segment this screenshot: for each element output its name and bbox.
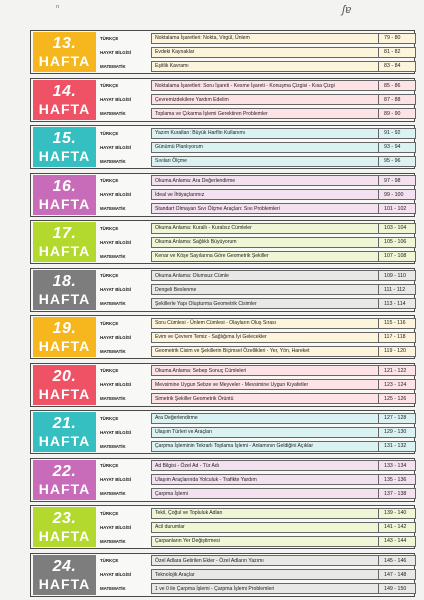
subject-label: HAYAT BİLGİSİ (100, 334, 132, 340)
page-range: 139 - 140 (378, 508, 416, 519)
topic-title: Eşitlik Kavramı (151, 61, 378, 72)
topic-row (98, 283, 416, 297)
week-rows (98, 221, 416, 263)
week-label: HAFTA (38, 53, 91, 69)
subject-label: TÜRKÇE (100, 83, 119, 88)
subject-label: MATEMATİK (100, 491, 126, 496)
topic-title: Teknolojik Araçlar (151, 569, 378, 580)
topic-row (98, 473, 416, 487)
subject-label: HAYAT BİLGİSİ (100, 477, 132, 482)
subject-label: HAYAT BİLGİSİ (100, 524, 132, 530)
subject-label: HAYAT BİLGİSİ (100, 239, 132, 245)
page-range: 87 - 88 (378, 94, 416, 105)
subject-label: HAYAT BİLGİSİ (100, 144, 132, 150)
week-rows (98, 459, 416, 501)
week-block (30, 125, 415, 169)
subject-label: MATEMATİK (100, 158, 126, 164)
topic-title: Çarpanların Yer Değiştirmesi (151, 536, 378, 547)
subject-label: TÜRKÇE (100, 130, 119, 136)
page-range: 95 - 96 (378, 156, 416, 167)
page-range: 101 - 102 (378, 203, 416, 214)
week-block (30, 553, 415, 597)
topic-row (98, 487, 416, 501)
page-range: 145 - 146 (378, 555, 416, 566)
week-number: 16. (52, 177, 77, 195)
topic-row (98, 316, 416, 330)
page-range: 141 - 142 (378, 522, 416, 533)
week-badge (33, 317, 96, 357)
week-label: HAFTA (38, 100, 91, 117)
topic-row (98, 425, 416, 439)
topic-row (98, 344, 416, 358)
topic-row (98, 459, 416, 473)
subject-label: MATEMATİK (100, 206, 126, 211)
week-badge (33, 555, 96, 595)
week-rows (98, 79, 416, 121)
topic-row (98, 31, 416, 45)
subject-label: HAYAT BİLGİSİ (100, 287, 132, 292)
page-range: 127 - 128 (378, 413, 416, 424)
topic-title: Simetrik Şekiller Geometrik Örüntü (151, 393, 378, 404)
page-range: 129 - 130 (378, 427, 416, 438)
topic-row (98, 249, 416, 263)
week-number: 22. (52, 462, 77, 480)
page-range: 113 - 114 (378, 298, 416, 309)
topic-row (98, 154, 416, 168)
page-range: 93 - 94 (378, 142, 416, 153)
week-number: 17. (52, 225, 77, 242)
subject-label: TÜRKÇE (100, 320, 119, 326)
page-range: 79 - 80 (378, 33, 416, 44)
subject-label: TÜRKÇE (100, 225, 119, 231)
subject-label: TÜRKÇE (100, 510, 119, 516)
page-range: 117 - 118 (378, 332, 416, 343)
topic-title: İdeal ve İhtiyaçlarımız (151, 189, 378, 200)
week-rows (98, 126, 416, 168)
subject-label: MATEMATİK (100, 253, 126, 259)
topic-title: Çarpma İşleminin Tekrarlı Toplama İşlemi - Anlamının Geldiğini Açıklar (151, 441, 378, 452)
page-range: 91 - 92 (378, 128, 416, 139)
topic-row (98, 297, 416, 311)
week-label: HAFTA (38, 575, 91, 592)
subject-label: MATEMATİK (100, 538, 126, 544)
topic-title: Noktalama İşaretleri: Nokta, Virgül, Ünlem (151, 33, 378, 44)
page-range: 133 - 134 (378, 460, 416, 471)
week-badge (33, 412, 96, 452)
subject-label: HAYAT BİLGİSİ (100, 97, 132, 102)
topic-row (98, 126, 416, 140)
page-range: 109 - 110 (378, 270, 416, 281)
topic-row (98, 174, 416, 188)
topic-title: Standart Olmayan Sıvı Ölçme Araçları: Sıvı Problemleri (151, 203, 378, 214)
topic-title: Özel Adlara Getirilen Ekler - Özel Adların Yazımı (151, 555, 378, 566)
page-range: 143 - 144 (378, 536, 416, 547)
week-block (30, 78, 415, 122)
topic-row (98, 506, 416, 520)
topic-row (98, 188, 416, 202)
week-number: 14. (52, 82, 77, 100)
topic-title: Evdeki Kaynaklar (151, 47, 378, 58)
topic-title: Günümü Planlıyorum (151, 142, 378, 153)
topic-title: Okuma Anlama: Sağlıklı Büyüyorum (151, 237, 378, 248)
subject-label: MATEMATİK (100, 348, 126, 354)
week-label: HAFTA (38, 480, 91, 497)
week-number: 21. (52, 415, 77, 432)
week-block (30, 268, 415, 312)
week-number: 13. (52, 35, 77, 52)
week-rows (98, 174, 416, 216)
topic-title: Soru Cümlesi - Ünlem Cümlesi - Olayların Oluş Sırası (151, 318, 378, 329)
topic-title: Ulaşım Türleri ve Araçları (151, 427, 378, 438)
week-label: HAFTA (38, 528, 91, 544)
subject-label: MATEMATİK (100, 396, 126, 401)
top-mark-left: ⁿ (56, 2, 60, 12)
topic-row (98, 235, 416, 249)
topic-row (98, 534, 416, 548)
week-badge (33, 460, 96, 500)
subject-label: TÜRKÇE (100, 178, 119, 183)
page-range: 149 - 150 (378, 583, 416, 594)
topic-row (98, 554, 416, 568)
topic-row (98, 79, 416, 93)
week-label: HAFTA (38, 385, 91, 402)
page-range: 111 - 112 (378, 284, 416, 295)
week-number: 18. (52, 272, 77, 290)
topic-row (98, 140, 416, 154)
week-rows (98, 364, 416, 406)
week-badge (33, 32, 96, 72)
page-range: 123 - 124 (378, 379, 416, 390)
week-block (30, 458, 415, 502)
topic-title: Çarpma İşlemi (151, 488, 378, 499)
week-number: 20. (52, 367, 77, 385)
topic-row (98, 45, 416, 59)
week-badge (33, 175, 96, 215)
week-rows (98, 554, 416, 596)
page-range: 85 - 86 (378, 80, 416, 91)
page-range: 137 - 138 (378, 488, 416, 499)
page-range: 119 - 120 (378, 346, 416, 357)
topic-row (98, 93, 416, 107)
subject-label: MATEMATİK (100, 63, 126, 69)
week-badge (33, 80, 96, 120)
topic-title: Yazım Kuralları: Büyük Harflin Kullanımı (151, 128, 378, 139)
topic-row (98, 364, 416, 378)
week-rows (98, 411, 416, 453)
subject-label: MATEMATİK (100, 586, 126, 591)
week-label: HAFTA (38, 338, 91, 354)
topic-title: Geometrik Cisim ve Şekillerin Biçimsel Özellikleri - Yer, Yön, Hareket (151, 346, 378, 357)
topic-title: Dengeli Beslenme (151, 284, 378, 295)
week-number: 24. (52, 557, 77, 575)
subject-label: HAYAT BİLGİSİ (100, 192, 132, 197)
topic-title: Acil durumlar (151, 522, 378, 533)
topic-title: Evim ve Çevrem Temiz - Sağlığıma İyi Gelecekler (151, 332, 378, 343)
page-range: 115 - 116 (378, 318, 416, 329)
topic-row (98, 439, 416, 453)
topic-row (98, 582, 416, 596)
topic-row (98, 520, 416, 534)
week-rows (98, 316, 416, 358)
week-list (30, 30, 415, 600)
topic-row (98, 330, 416, 344)
top-mark-right: ʃɐ (342, 4, 352, 16)
topic-row (98, 378, 416, 392)
page-range: 125 - 126 (378, 393, 416, 404)
week-number: 15. (52, 130, 77, 147)
topic-title: Noktalama İşaretleri: Soru İşareti - Kesme İşareti - Konuşma Çizgisi - Kısa Çizgi (151, 80, 378, 91)
week-block (30, 410, 415, 454)
subject-label: MATEMATİK (100, 443, 126, 449)
subject-label: TÜRKÇE (100, 368, 119, 373)
week-block (30, 220, 415, 264)
topic-title: Şekillerle Yapı Oluşturma Geometrik Cisimler (151, 298, 378, 309)
page-range: 89 - 90 (378, 108, 416, 119)
topic-title: Ara Değerlendirme (151, 413, 378, 424)
topic-row (98, 568, 416, 582)
subject-label: HAYAT BİLGİSİ (100, 429, 132, 435)
week-badge (33, 365, 96, 405)
topic-title: Ad Bilgisi - Özel Ad - Tür Adı (151, 460, 378, 471)
topic-title: Mevsimine Uygun Sebze ve Meyveler - Mevsimine Uygun Kıyafetler (151, 379, 378, 390)
page-range: 107 - 108 (378, 251, 416, 262)
subject-label: HAYAT BİLGİSİ (100, 49, 132, 55)
week-badge (33, 127, 96, 167)
subject-label: TÜRKÇE (100, 558, 119, 563)
topic-title: Okuma Anlama: Ara Değerlendirme (151, 175, 378, 186)
topic-title: Kenar ve Köşe Sayılarına Göre Geometrik Şekiller (151, 251, 378, 262)
topic-row (98, 59, 416, 73)
page-range: 131 - 132 (378, 441, 416, 452)
week-label: HAFTA (38, 148, 91, 164)
topic-title: Okuma Anlama: Kurallı - Kuralsız Cümleler (151, 223, 378, 234)
week-label: HAFTA (38, 243, 91, 259)
topic-title: Çevremizdekilere Yardım Edelim (151, 94, 378, 105)
week-block (30, 173, 415, 217)
subject-label: TÜRKÇE (100, 273, 119, 278)
week-block (30, 30, 415, 74)
topic-row (98, 269, 416, 283)
page-range: 105 - 106 (378, 237, 416, 248)
week-rows (98, 269, 416, 311)
week-rows (98, 31, 416, 73)
subject-label: MATEMATİK (100, 301, 126, 306)
week-number: 23. (52, 510, 77, 527)
topic-title: Sıvıları Ölçme (151, 156, 378, 167)
subject-label: TÜRKÇE (100, 35, 119, 41)
topic-title: Tekil, Çoğul ve Topluluk Adları (151, 508, 378, 519)
week-label: HAFTA (38, 433, 91, 449)
week-badge (33, 270, 96, 310)
topic-title: Ulaşım Araçlarında Yolculuk - Trafikte Yardım (151, 474, 378, 485)
week-label: HAFTA (38, 290, 91, 307)
week-block (30, 505, 415, 549)
topic-title: Toplama ve Çıkarma İşlemi Gerektiren Problemler (151, 108, 378, 119)
topic-row (98, 202, 416, 216)
topic-row (98, 392, 416, 406)
subject-label: HAYAT BİLGİSİ (100, 572, 132, 577)
week-rows (98, 506, 416, 548)
topic-title: 1 ve 0 ile Çarpma İşlemi - Çarpma İşlemi Problemleri (151, 583, 378, 594)
subject-label: TÜRKÇE (100, 415, 119, 421)
topic-title: Okuma Anlama: Olumsuz Cümle (151, 270, 378, 281)
week-number: 19. (52, 320, 77, 337)
topic-row (98, 107, 416, 121)
subject-label: HAYAT BİLGİSİ (100, 382, 132, 387)
page-range: 99 - 100 (378, 189, 416, 200)
topic-title: Okuma Anlama: Sebep Sonuç Cümleleri (151, 365, 378, 376)
topic-row (98, 221, 416, 235)
page-range: 135 - 136 (378, 474, 416, 485)
page-range: 81 - 82 (378, 47, 416, 58)
week-badge (33, 222, 96, 262)
page-range: 147 - 148 (378, 569, 416, 580)
page-range: 103 - 104 (378, 223, 416, 234)
week-block (30, 315, 415, 359)
page-range: 97 - 98 (378, 175, 416, 186)
topic-row (98, 411, 416, 425)
week-badge (33, 507, 96, 547)
page-range: 121 - 122 (378, 365, 416, 376)
page-range: 83 - 84 (378, 61, 416, 72)
week-block (30, 363, 415, 407)
top-marks (0, 0, 424, 30)
subject-label: MATEMATİK (100, 111, 126, 116)
subject-label: TÜRKÇE (100, 463, 119, 468)
week-label: HAFTA (38, 195, 91, 212)
